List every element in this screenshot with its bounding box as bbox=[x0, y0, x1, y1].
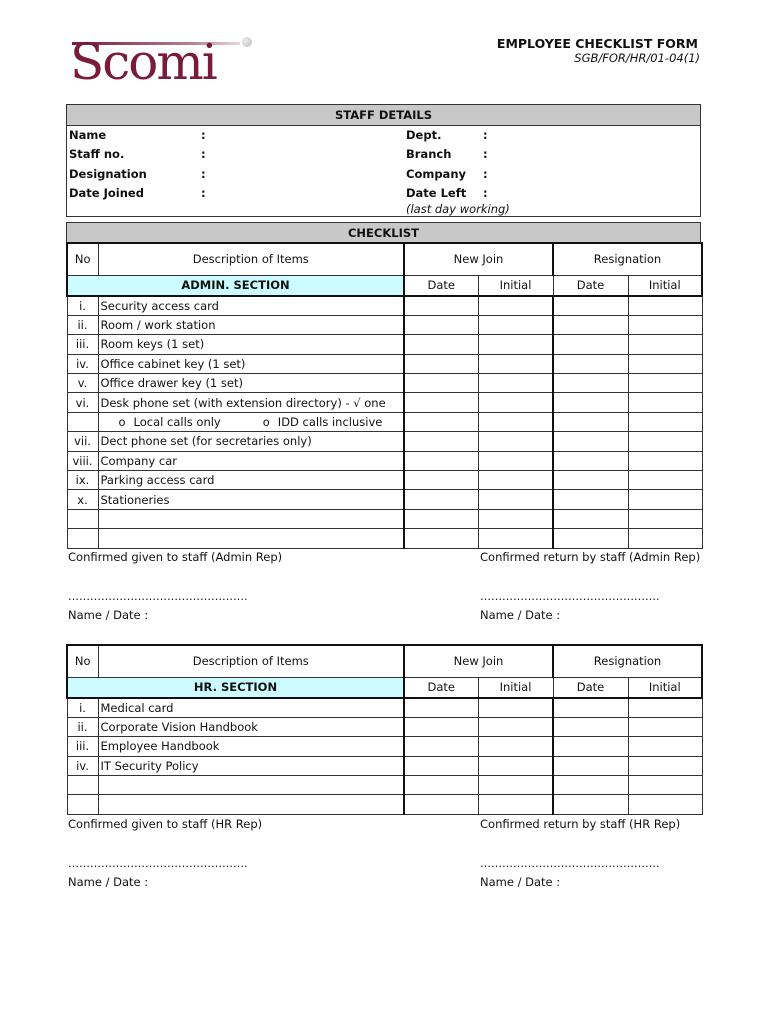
resignation-date-cell[interactable] bbox=[553, 393, 628, 412]
header-date: Date bbox=[404, 677, 478, 698]
field-colon: : bbox=[483, 167, 488, 181]
resignation-date-cell[interactable] bbox=[553, 509, 628, 528]
field-colon: : bbox=[201, 186, 206, 200]
new-join-initial-cell[interactable] bbox=[478, 717, 553, 736]
admin-section-title: ADMIN. SECTION bbox=[67, 275, 404, 296]
new-join-initial-cell[interactable] bbox=[478, 795, 553, 814]
new-join-date-cell[interactable] bbox=[404, 393, 478, 412]
new-join-date-cell[interactable] bbox=[404, 374, 478, 393]
item-number bbox=[67, 795, 98, 814]
item-description: Medical card bbox=[98, 698, 404, 717]
resignation-date-cell[interactable] bbox=[553, 335, 628, 354]
table-row bbox=[67, 393, 702, 412]
new-join-initial-cell[interactable] bbox=[478, 451, 553, 470]
new-join-date-cell[interactable] bbox=[404, 296, 478, 315]
new-join-date-cell[interactable] bbox=[404, 756, 478, 775]
item-number: x. bbox=[67, 490, 98, 509]
item-description: Employee Handbook bbox=[98, 737, 404, 756]
admin-name-date-given: Name / Date : bbox=[68, 608, 149, 622]
resignation-date-cell[interactable] bbox=[553, 354, 628, 373]
header-resignation: Resignation bbox=[553, 645, 702, 677]
table-row bbox=[67, 509, 702, 528]
table-row bbox=[67, 471, 702, 490]
staff-details-box bbox=[66, 104, 701, 217]
admin-confirm-return: Confirmed return by staff (Admin Rep) bbox=[480, 550, 701, 564]
resignation-initial-cell[interactable] bbox=[628, 451, 702, 470]
resignation-date-cell[interactable] bbox=[553, 698, 628, 717]
table-row bbox=[67, 374, 702, 393]
item-number bbox=[67, 509, 98, 528]
new-join-initial-cell[interactable] bbox=[478, 698, 553, 717]
new-join-initial-cell[interactable] bbox=[478, 412, 553, 431]
item-number: iv. bbox=[67, 756, 98, 775]
new-join-initial-cell[interactable] bbox=[478, 393, 553, 412]
item-description: Room keys (1 set) bbox=[98, 335, 404, 354]
resignation-date-cell[interactable] bbox=[553, 776, 628, 795]
new-join-date-cell[interactable] bbox=[404, 490, 478, 509]
header-initial: Initial bbox=[628, 275, 702, 296]
checklist-title: CHECKLIST bbox=[67, 223, 700, 244]
item-number: vii. bbox=[67, 432, 98, 451]
item-description bbox=[98, 509, 404, 528]
resignation-initial-cell[interactable] bbox=[628, 776, 702, 795]
item-number bbox=[67, 412, 98, 431]
item-description: Office drawer key (1 set) bbox=[98, 374, 404, 393]
item-number: ii. bbox=[67, 717, 98, 736]
admin-checklist-table bbox=[66, 242, 703, 549]
phone-option-local: Local calls only bbox=[133, 415, 221, 430]
header-description: Description of Items bbox=[98, 645, 404, 677]
resignation-initial-cell[interactable] bbox=[628, 315, 702, 334]
table-header-row bbox=[67, 645, 702, 677]
item-description: Room / work station bbox=[98, 315, 404, 334]
new-join-date-cell[interactable] bbox=[404, 451, 478, 470]
field-label-staff-no: Staff no. bbox=[69, 147, 125, 161]
table-row bbox=[67, 490, 702, 509]
new-join-initial-cell[interactable] bbox=[478, 529, 553, 548]
table-row bbox=[67, 698, 702, 717]
resignation-date-cell[interactable] bbox=[553, 315, 628, 334]
new-join-date-cell[interactable] bbox=[404, 432, 478, 451]
signature-line: …………………………………………. bbox=[68, 857, 248, 870]
item-number: ii. bbox=[67, 315, 98, 334]
item-number bbox=[67, 776, 98, 795]
new-join-initial-cell[interactable] bbox=[478, 509, 553, 528]
header-initial: Initial bbox=[628, 677, 702, 698]
resignation-initial-cell[interactable] bbox=[628, 354, 702, 373]
header-description: Description of Items bbox=[98, 243, 404, 275]
item-description bbox=[98, 529, 404, 548]
hr-name-date-given: Name / Date : bbox=[68, 875, 149, 889]
section-header-row bbox=[67, 677, 702, 698]
resignation-date-cell[interactable] bbox=[553, 374, 628, 393]
new-join-date-cell[interactable] bbox=[404, 737, 478, 756]
resignation-date-cell[interactable] bbox=[553, 451, 628, 470]
item-number bbox=[67, 529, 98, 548]
hr-name-date-return: Name / Date : bbox=[480, 875, 561, 889]
field-colon: : bbox=[201, 147, 206, 161]
field-label-dept: Dept. bbox=[406, 128, 442, 142]
hr-section-title: HR. SECTION bbox=[67, 677, 404, 698]
new-join-initial-cell[interactable] bbox=[478, 354, 553, 373]
resignation-initial-cell[interactable] bbox=[628, 717, 702, 736]
new-join-initial-cell[interactable] bbox=[478, 776, 553, 795]
header-initial: Initial bbox=[478, 275, 553, 296]
section-header-row bbox=[67, 275, 702, 296]
field-label-name: Name bbox=[69, 128, 107, 142]
item-number: i. bbox=[67, 296, 98, 315]
header-date: Date bbox=[553, 677, 628, 698]
new-join-date-cell[interactable] bbox=[404, 698, 478, 717]
new-join-initial-cell[interactable] bbox=[478, 315, 553, 334]
item-number: v. bbox=[67, 374, 98, 393]
item-number: iv. bbox=[67, 354, 98, 373]
item-number: iii. bbox=[67, 335, 98, 354]
scomi-logo bbox=[70, 28, 250, 90]
field-label-date-joined: Date Joined bbox=[69, 186, 144, 200]
new-join-initial-cell[interactable] bbox=[478, 374, 553, 393]
table-header-row bbox=[67, 243, 702, 275]
table-row bbox=[67, 776, 702, 795]
hr-confirm-given: Confirmed given to staff (HR Rep) bbox=[68, 817, 263, 831]
table-row bbox=[67, 412, 702, 431]
header-initial: Initial bbox=[478, 677, 553, 698]
date-left-note: (last day working) bbox=[406, 202, 510, 216]
header-date: Date bbox=[404, 275, 478, 296]
resignation-date-cell[interactable] bbox=[553, 529, 628, 548]
field-colon: : bbox=[201, 167, 206, 181]
table-row bbox=[67, 529, 702, 548]
header-new-join: New Join bbox=[404, 243, 553, 275]
item-number: viii. bbox=[67, 451, 98, 470]
new-join-date-cell[interactable] bbox=[404, 717, 478, 736]
resignation-initial-cell[interactable] bbox=[628, 432, 702, 451]
item-description: Dect phone set (for secretaries only) bbox=[98, 432, 404, 451]
table-row bbox=[67, 315, 702, 334]
new-join-initial-cell[interactable] bbox=[478, 756, 553, 775]
table-row bbox=[67, 354, 702, 373]
resignation-date-cell[interactable] bbox=[553, 795, 628, 814]
new-join-date-cell[interactable] bbox=[404, 509, 478, 528]
resignation-date-cell[interactable] bbox=[553, 471, 628, 490]
item-number: iii. bbox=[67, 737, 98, 756]
resignation-initial-cell[interactable] bbox=[628, 756, 702, 775]
header-no: No bbox=[67, 243, 98, 275]
resignation-initial-cell[interactable] bbox=[628, 374, 702, 393]
checklist-title-box bbox=[66, 222, 701, 243]
item-description: Corporate Vision Handbook bbox=[98, 717, 404, 736]
item-description: Office cabinet key (1 set) bbox=[98, 354, 404, 373]
item-description: Parking access card bbox=[98, 471, 404, 490]
resignation-initial-cell[interactable] bbox=[628, 795, 702, 814]
new-join-date-cell[interactable] bbox=[404, 315, 478, 334]
new-join-date-cell[interactable] bbox=[404, 354, 478, 373]
table-row bbox=[67, 296, 702, 315]
header-no: No bbox=[67, 645, 98, 677]
signature-line: …………………………………………. bbox=[480, 857, 660, 870]
logo-dot bbox=[242, 37, 252, 47]
form-title: EMPLOYEE CHECKLIST FORM bbox=[496, 36, 698, 51]
field-label-date-left: Date Left bbox=[406, 186, 467, 200]
hr-checklist-table bbox=[66, 644, 703, 815]
new-join-date-cell[interactable] bbox=[404, 335, 478, 354]
resignation-initial-cell[interactable] bbox=[628, 296, 702, 315]
field-colon: : bbox=[483, 128, 488, 142]
resignation-date-cell[interactable] bbox=[553, 296, 628, 315]
header-date: Date bbox=[553, 275, 628, 296]
new-join-date-cell[interactable] bbox=[404, 529, 478, 548]
header-new-join: New Join bbox=[404, 645, 553, 677]
resignation-date-cell[interactable] bbox=[553, 756, 628, 775]
field-colon: : bbox=[201, 128, 206, 142]
resignation-initial-cell[interactable] bbox=[628, 737, 702, 756]
item-number: ix. bbox=[67, 471, 98, 490]
signature-line: …………………………………………. bbox=[480, 590, 660, 603]
item-description: Company car bbox=[98, 451, 404, 470]
admin-name-date-return: Name / Date : bbox=[480, 608, 561, 622]
phone-option-bullet: o bbox=[118, 415, 126, 430]
item-number: i. bbox=[67, 698, 98, 717]
table-row bbox=[67, 335, 702, 354]
item-description: Stationeries bbox=[98, 490, 404, 509]
item-description: IT Security Policy bbox=[98, 756, 404, 775]
item-description: Desk phone set (with extension directory) - √ one bbox=[98, 393, 404, 412]
item-description bbox=[98, 795, 404, 814]
resignation-date-cell[interactable] bbox=[553, 412, 628, 431]
staff-details-title: STAFF DETAILS bbox=[67, 105, 700, 126]
new-join-initial-cell[interactable] bbox=[478, 737, 553, 756]
table-row bbox=[67, 737, 702, 756]
resignation-initial-cell[interactable] bbox=[628, 393, 702, 412]
field-label-branch: Branch bbox=[406, 147, 452, 161]
resignation-initial-cell[interactable] bbox=[628, 529, 702, 548]
item-description: Security access card bbox=[98, 296, 404, 315]
new-join-initial-cell[interactable] bbox=[478, 335, 553, 354]
resignation-date-cell[interactable] bbox=[553, 490, 628, 509]
table-row bbox=[67, 795, 702, 814]
table-row bbox=[67, 756, 702, 775]
resignation-initial-cell[interactable] bbox=[628, 335, 702, 354]
resignation-date-cell[interactable] bbox=[553, 432, 628, 451]
field-label-company: Company bbox=[406, 167, 466, 181]
phone-option-bullet: o bbox=[262, 415, 270, 430]
table-row bbox=[67, 717, 702, 736]
resignation-initial-cell[interactable] bbox=[628, 412, 702, 431]
resignation-initial-cell[interactable] bbox=[628, 509, 702, 528]
resignation-initial-cell[interactable] bbox=[628, 698, 702, 717]
new-join-date-cell[interactable] bbox=[404, 412, 478, 431]
new-join-initial-cell[interactable] bbox=[478, 296, 553, 315]
resignation-date-cell[interactable] bbox=[553, 717, 628, 736]
new-join-date-cell[interactable] bbox=[404, 471, 478, 490]
phone-option-idd: IDD calls inclusive bbox=[277, 415, 383, 430]
resignation-initial-cell[interactable] bbox=[628, 490, 702, 509]
admin-confirm-given: Confirmed given to staff (Admin Rep) bbox=[68, 550, 283, 564]
resignation-date-cell[interactable] bbox=[553, 737, 628, 756]
hr-confirm-return: Confirmed return by staff (HR Rep) bbox=[480, 817, 681, 831]
field-colon: : bbox=[483, 147, 488, 161]
field-colon: : bbox=[483, 186, 488, 200]
item-description bbox=[98, 776, 404, 795]
table-row bbox=[67, 451, 702, 470]
new-join-initial-cell[interactable] bbox=[478, 490, 553, 509]
item-description bbox=[98, 412, 404, 431]
resignation-initial-cell[interactable] bbox=[628, 471, 702, 490]
logo-text: Scomi bbox=[70, 33, 216, 91]
header-resignation: Resignation bbox=[553, 243, 702, 275]
item-number: vi. bbox=[67, 393, 98, 412]
new-join-date-cell[interactable] bbox=[404, 795, 478, 814]
form-code: SGB/FOR/HR/01-04(1) bbox=[574, 51, 700, 65]
new-join-initial-cell[interactable] bbox=[478, 432, 553, 451]
signature-line: …………………………………………. bbox=[68, 590, 248, 603]
new-join-initial-cell[interactable] bbox=[478, 471, 553, 490]
field-label-designation: Designation bbox=[69, 167, 147, 181]
new-join-date-cell[interactable] bbox=[404, 776, 478, 795]
table-row bbox=[67, 432, 702, 451]
